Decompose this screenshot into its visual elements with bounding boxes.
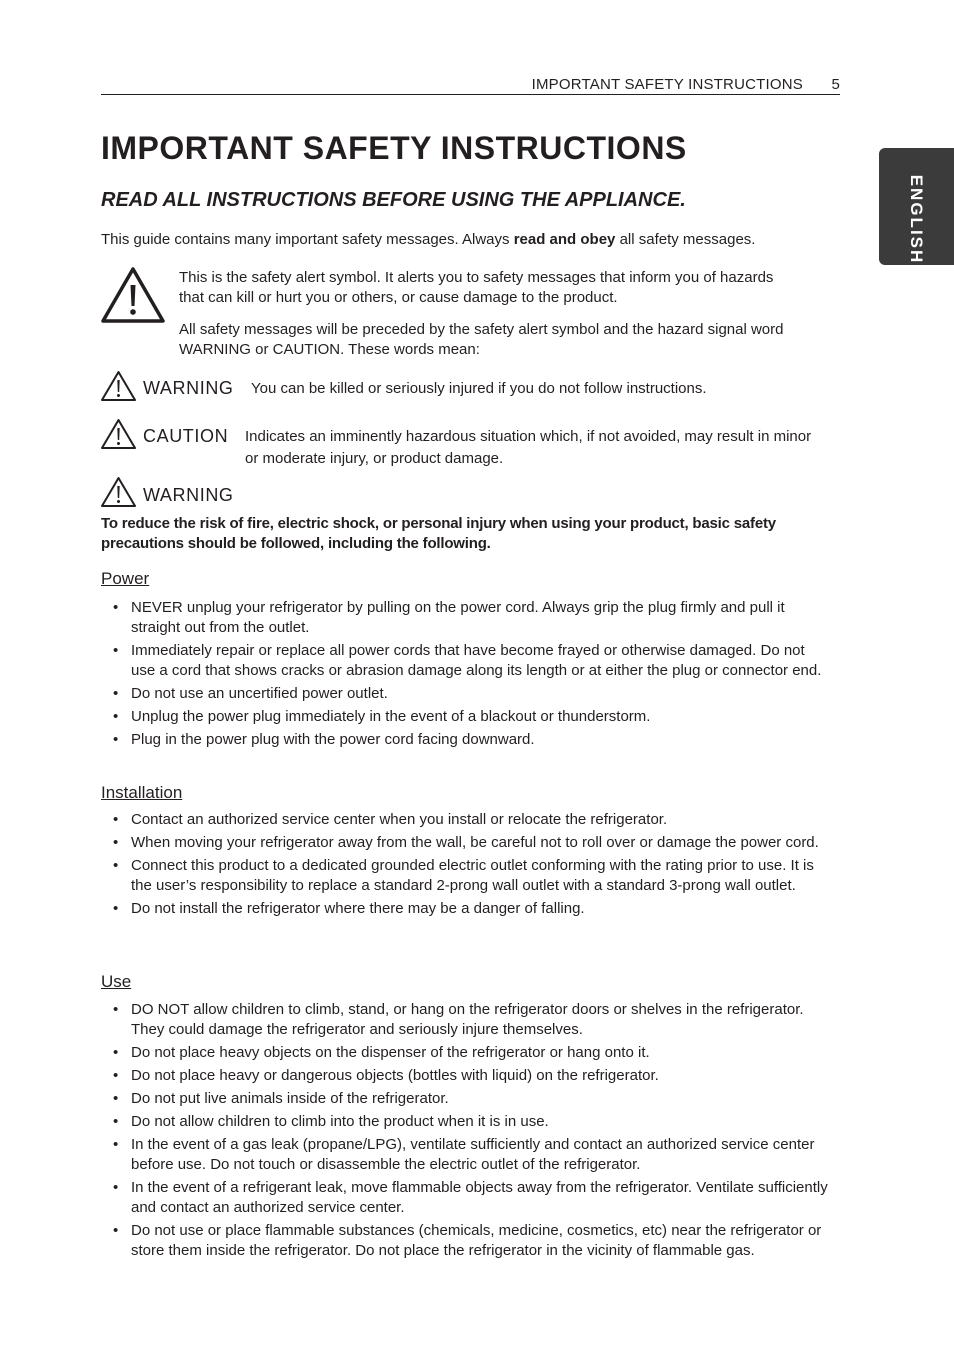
intro-emphasis: read and obey (513, 231, 616, 248)
language-tab (879, 148, 954, 265)
intro-text (101, 231, 755, 248)
list-item: • When moving your refrigerator away from the wall, be careful not to roll over or damage the power cord. (101, 833, 831, 853)
running-header-title: IMPORTANT SAFETY INSTRUCTIONS (531, 76, 803, 93)
warning-signal-row (100, 370, 820, 402)
list-item: • In the event of a gas leak (propane/LPG), ventilate sufficiently and contact an authorized service center before use. Do not touch or disassemble the electric outlet of the refrigerator. (101, 1135, 831, 1175)
alert-symbol-paragraph-2: All safety messages will be preceded by the safety alert symbol and the hazard signal word WARNING or CAUTION. These words mean: (179, 321, 784, 358)
warning-signal-word: WARNING (143, 378, 234, 398)
list-item: • Do not place heavy objects on the dispenser of the refrigerator or hang onto it. (101, 1043, 831, 1063)
installation-list (101, 810, 831, 922)
list-item: • Contact an authorized service center when you install or relocate the refrigerator. (101, 810, 831, 830)
section-heading-installation: Installation (101, 783, 183, 802)
caution-signal-word: CAUTION (143, 426, 229, 446)
caution-signal-description: Indicates an imminently hazardous situation which, if not avoided, may result in minor or moderate injury, or product damage. (245, 428, 812, 467)
warning-triangle-icon (100, 266, 166, 329)
intro-before: This guide contains many important safety messages. Always (101, 231, 514, 248)
warning-signal-description: You can be killed or seriously injured if you do not follow instructions. (251, 380, 707, 397)
page-title: IMPORTANT SAFETY INSTRUCTIONS (101, 130, 687, 166)
section-heading-power: Power (101, 569, 150, 588)
list-item: • Do not put live animals inside of the refrigerator. (101, 1089, 831, 1109)
warning-heading-row (100, 476, 300, 508)
intro-after: all safety messages. (615, 231, 756, 248)
warning-heading-word: WARNING (143, 485, 234, 505)
alert-symbol-paragraph-1: This is the safety alert symbol. It alerts you to safety messages that inform you of hazards that can kill or hurt you or others, or cause damage to the product. (179, 269, 774, 306)
list-item: • Unplug the power plug immediately in the event of a blackout or thunderstorm. (101, 707, 831, 727)
list-item: • DO NOT allow children to climb, stand, or hang on the refrigerator doors or shelves in the refrigerator. They could damage the refrigerator and seriously injure themselves. (101, 1000, 831, 1040)
list-item: • Do not place heavy or dangerous objects (bottles with liquid) on the refrigerator. (101, 1066, 831, 1086)
list-item: • Immediately repair or replace all power cords that have become frayed or otherwise damaged. Do not use a cord that shows cracks or abrasion damage along its length or at either the plug or connector end. (101, 641, 831, 681)
warning-triangle-icon (100, 476, 137, 513)
list-item: • Do not use or place flammable substances (chemicals, medicine, cosmetics, etc) near the refrigerator or store them inside the refrigerator. Do not place the refrigerator in the vicinity of flammable gas. (101, 1221, 831, 1261)
safety-precautions-note: To reduce the risk of fire, electric shock, or personal injury when using your product, basic safety precautions should be followed, including the following. (101, 515, 776, 552)
warning-triangle-icon (100, 370, 137, 407)
power-list (101, 598, 831, 753)
list-item: • Do not install the refrigerator where there may be a danger of falling. (101, 899, 831, 919)
running-header (101, 74, 840, 95)
list-item: • NEVER unplug your refrigerator by pulling on the power cord. Always grip the plug firmly and pull it straight out from the outlet. (101, 598, 831, 638)
list-item: • Do not allow children to climb into the product when it is in use. (101, 1112, 831, 1132)
page-subtitle: READ ALL INSTRUCTIONS BEFORE USING THE APPLIANCE. (101, 189, 686, 211)
section-heading-use: Use (101, 972, 132, 991)
page-number: 5 (831, 76, 840, 93)
warning-triangle-icon (100, 418, 137, 455)
list-item: • Do not use an uncertified power outlet. (101, 684, 831, 704)
use-list (101, 1000, 831, 1264)
list-item: • Connect this product to a dedicated grounded electric outlet conforming with the rating prior to use. It is the user’s responsibility to replace a standard 2-prong wall outlet with a standard 3-prong wall outlet. (101, 856, 831, 896)
language-tab-label: ENGLISH (907, 174, 926, 265)
list-item: • In the event of a refrigerant leak, move flammable objects away from the refrigerator. Ventilate sufficiently and contact an authorized service center. (101, 1178, 831, 1218)
caution-signal-row (100, 418, 830, 470)
list-item: • Plug in the power plug with the power cord facing downward. (101, 730, 831, 750)
